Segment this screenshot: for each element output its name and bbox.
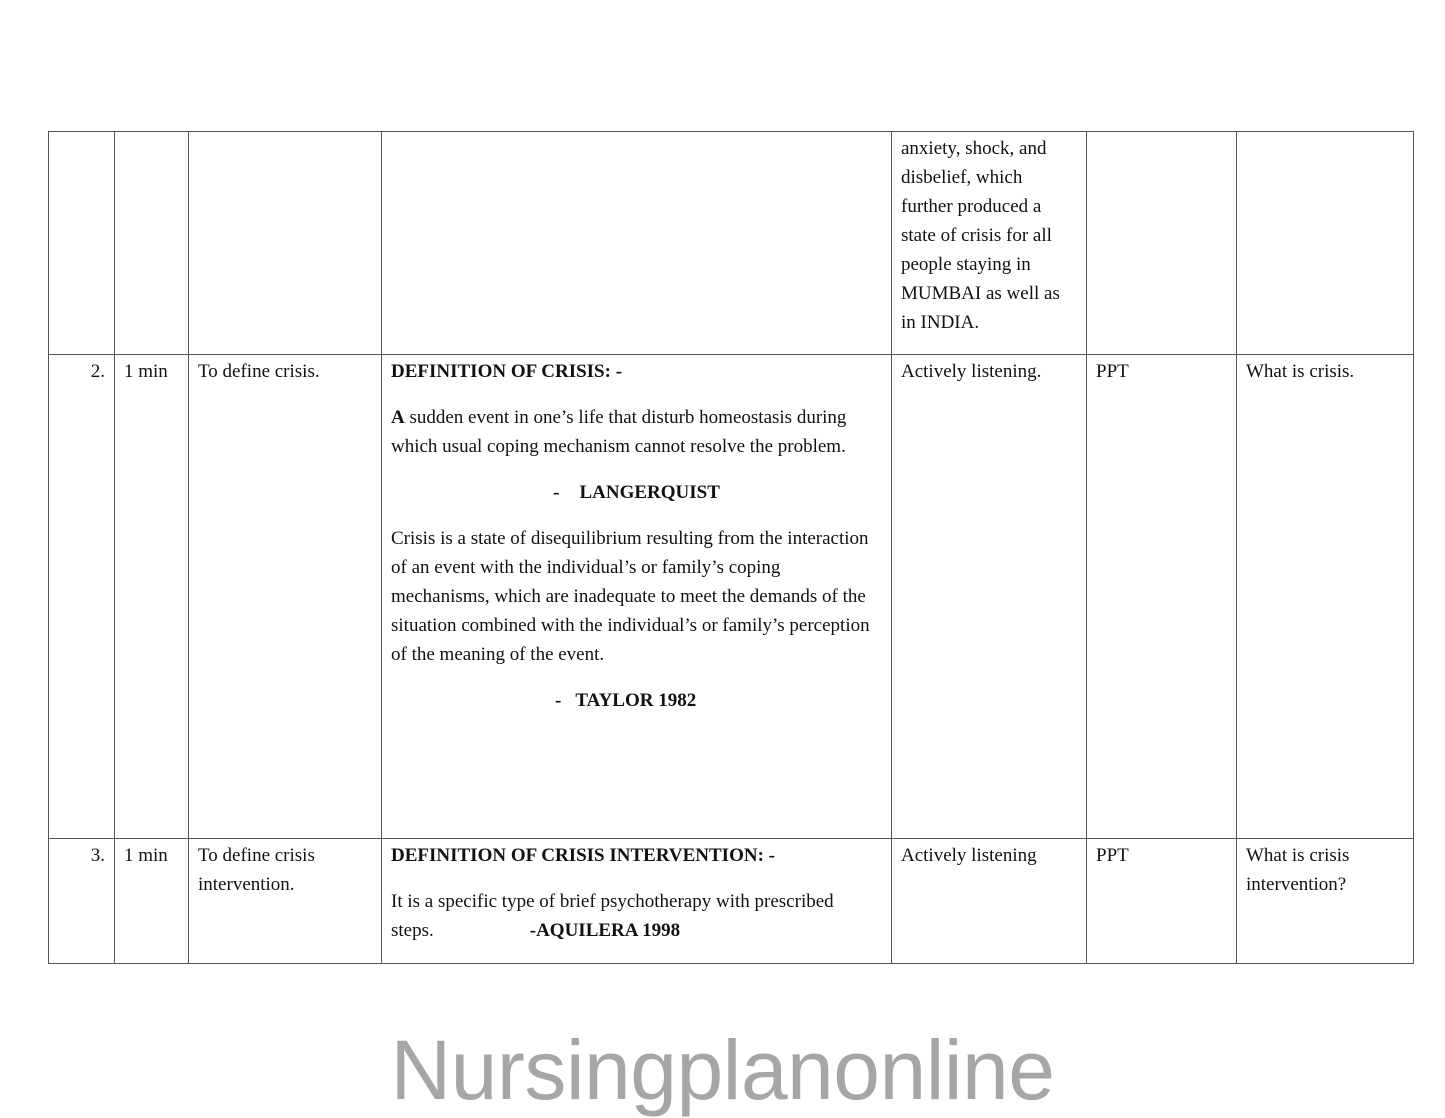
- definition-paragraph: Crisis is a state of disequilibrium resulting from the interaction of an event with the individual’s or family’s coping mechanisms, which are inadequate to meet the demands of the situation combined with the individual’s or family’s perception of the meaning of the event.: [391, 528, 870, 665]
- drop-letter: A: [391, 407, 405, 428]
- activity-cell: Actively listening: [892, 839, 1087, 964]
- activity-cell: Actively listening.: [892, 355, 1087, 839]
- activity-cell: [892, 132, 1087, 355]
- lesson-plan-table: [48, 131, 1414, 964]
- table-row: [49, 355, 1414, 839]
- sno-cell: 2.: [49, 355, 115, 839]
- author-name: -AQUILERA 1998: [529, 920, 681, 941]
- table-row: [49, 132, 1414, 355]
- content-cell: [382, 839, 892, 964]
- objective-cell: [189, 132, 382, 355]
- table-row: [49, 839, 1414, 964]
- author-citation: [391, 686, 882, 715]
- definition-paragraph: [391, 403, 882, 461]
- time-cell: 1 min: [115, 355, 189, 839]
- av-aid-cell: PPT: [1087, 355, 1237, 839]
- av-aid-cell: PPT: [1087, 839, 1237, 964]
- evaluation-cell: [1237, 132, 1414, 355]
- content-cell: [382, 355, 892, 839]
- evaluation-cell: What is crisis intervention?: [1237, 839, 1414, 964]
- sno-cell: [49, 132, 115, 355]
- definition-text: sudden event in one’s life that disturb homeostasis during which usual coping mechanism cannot resolve the problem.: [391, 407, 847, 457]
- sno-cell: 3.: [49, 839, 115, 964]
- content-heading: DEFINITION OF CRISIS: -: [391, 361, 623, 382]
- author-citation: [391, 478, 882, 507]
- objective-cell: To define crisis.: [189, 355, 382, 839]
- av-aid-cell: [1087, 132, 1237, 355]
- time-cell: [115, 132, 189, 355]
- content-heading: DEFINITION OF CRISIS INTERVENTION: -: [391, 845, 775, 866]
- activity-text: anxiety, shock, and disbelief, which further produced a state of crisis for all people staying in MUMBAI as well as in INDIA.: [901, 138, 1060, 333]
- author-name: LANGERQUIST: [579, 482, 720, 503]
- author-name: TAYLOR 1982: [575, 690, 697, 711]
- evaluation-cell: What is crisis.: [1237, 355, 1414, 839]
- content-cell: [382, 132, 892, 355]
- definition-paragraph: [391, 887, 882, 945]
- watermark: Nursingplanonline: [390, 1023, 1055, 1117]
- definition-text: It is a specific type of brief psychotherapy with prescribed steps.: [391, 891, 834, 941]
- objective-cell: To define crisis intervention.: [189, 839, 382, 964]
- citation-dash: -: [555, 690, 562, 711]
- citation-dash: -: [553, 482, 560, 503]
- time-cell: 1 min: [115, 839, 189, 964]
